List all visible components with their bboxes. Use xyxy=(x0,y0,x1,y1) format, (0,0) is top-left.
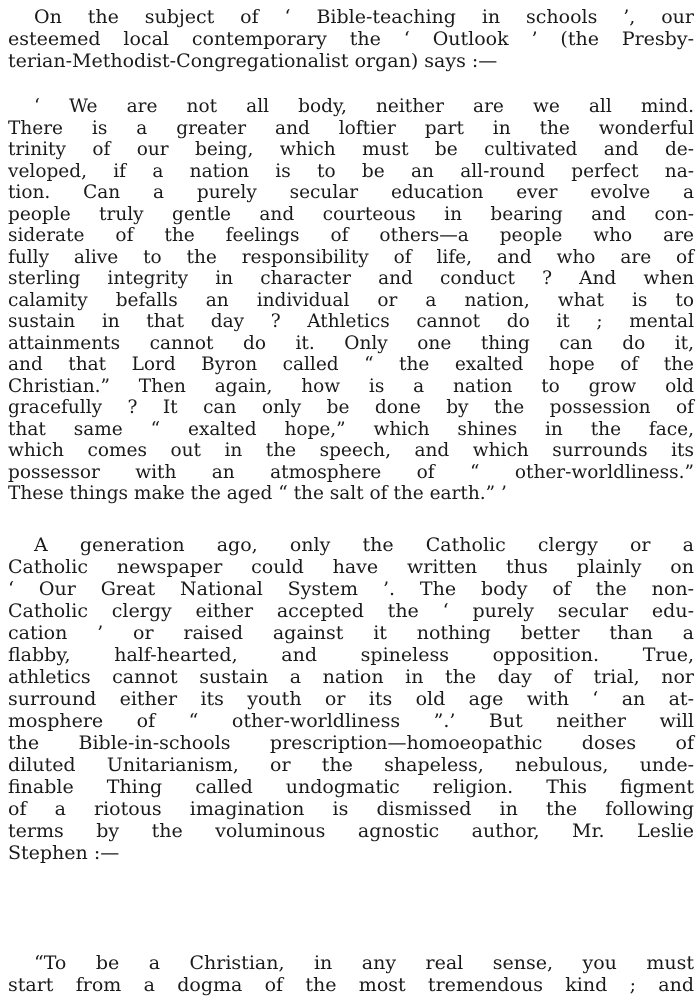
text-line: that same “ exalted hope,” which shines in the face, xyxy=(8,418,694,440)
text-line: Christian.” Then again, how is a nation to grow old xyxy=(8,375,694,397)
text-line: tion. Can a purely secular education ever evolve a xyxy=(8,182,694,203)
text-line: flabby, half-hearted, and spineless opposition. True, xyxy=(8,644,694,666)
text-line: start from a dogma of the most tremendous kind ; and xyxy=(8,974,694,996)
text-line: terms by the voluminous agnostic author, Mr. Leslie xyxy=(8,820,694,842)
text-line: finable Thing called undogmatic religion. This figment xyxy=(8,776,694,798)
text-line: surround either its youth or its old age with ‘ an at- xyxy=(8,688,694,710)
text-line: calamity befalls an individual or a nation, what is to xyxy=(8,289,694,311)
text-line: sustain in that day ? Athletics cannot do it ; mental xyxy=(8,311,694,332)
text-line: Catholic newspaper could have written thus plainly on xyxy=(8,556,694,578)
body-paragraph xyxy=(8,534,694,864)
text-line: “To be a Christian, in any real sense, you must xyxy=(34,952,694,974)
text-line: Catholic clergy either accepted the ‘ purely secular edu- xyxy=(8,600,694,622)
text-line: veloped, if a nation is to be an all-round perfect na- xyxy=(8,160,694,182)
text-line: esteemed local contemporary the ‘ Outlook ’ (the Presby- xyxy=(8,28,694,50)
text-line: terian-Methodist-Congregationalist organ) says :— xyxy=(8,50,498,72)
text-line: Stephen :— xyxy=(8,842,120,864)
text-line: mosphere of “ other-worldliness ”.’ But neither will xyxy=(8,710,694,732)
text-line: There is a greater and loftier part in the wonderful xyxy=(8,117,694,139)
text-line: possessor with an atmosphere of “ other-worldliness.” xyxy=(8,461,694,483)
text-line: siderate of the feelings of others—a people who are xyxy=(8,225,694,246)
text-line: fully alive to the responsibility of life, and who are of xyxy=(8,246,694,268)
text-line: athletics cannot sustain a nation in the day of trial, nor xyxy=(8,666,694,688)
text-line: cation ’ or raised against it nothing better than a xyxy=(8,622,694,644)
text-line: trinity of our being, which must be cultivated and de- xyxy=(8,139,694,160)
text-line: of a riotous imagination is dismissed in the following xyxy=(8,798,694,820)
text-line: A generation ago, only the Catholic clergy or a xyxy=(34,534,694,556)
outlook-quotation xyxy=(8,96,694,505)
text-line: people truly gentle and courteous in bearing and con- xyxy=(8,203,694,225)
text-line: the Bible-in-schools prescription—homoeopathic doses of xyxy=(8,732,694,754)
text-line: which comes out in the speech, and which surrounds its xyxy=(8,440,694,461)
text-line: diluted Unitarianism, or the shapeless, nebulous, unde- xyxy=(8,754,694,776)
text-line: and that Lord Byron called “ the exalted hope of the xyxy=(8,354,694,375)
text-line: These things make the aged “ the salt of the earth.” ’ xyxy=(8,483,507,504)
text-line: ‘ Our Great National System ’. The body of the non- xyxy=(8,578,694,600)
text-line: sterling integrity in character and conduct ? And when xyxy=(8,268,694,289)
text-line: attainments cannot do it. Only one thing can do it, xyxy=(8,332,694,354)
text-line: gracefully ? It can only be done by the possession of xyxy=(8,397,694,418)
text-line: ‘ We are not all body, neither are we all mind. xyxy=(34,96,694,117)
stephen-quotation xyxy=(8,952,694,996)
intro-paragraph xyxy=(8,6,694,72)
text-line: On the subject of ‘ Bible-teaching in schools ’, our xyxy=(34,6,694,28)
